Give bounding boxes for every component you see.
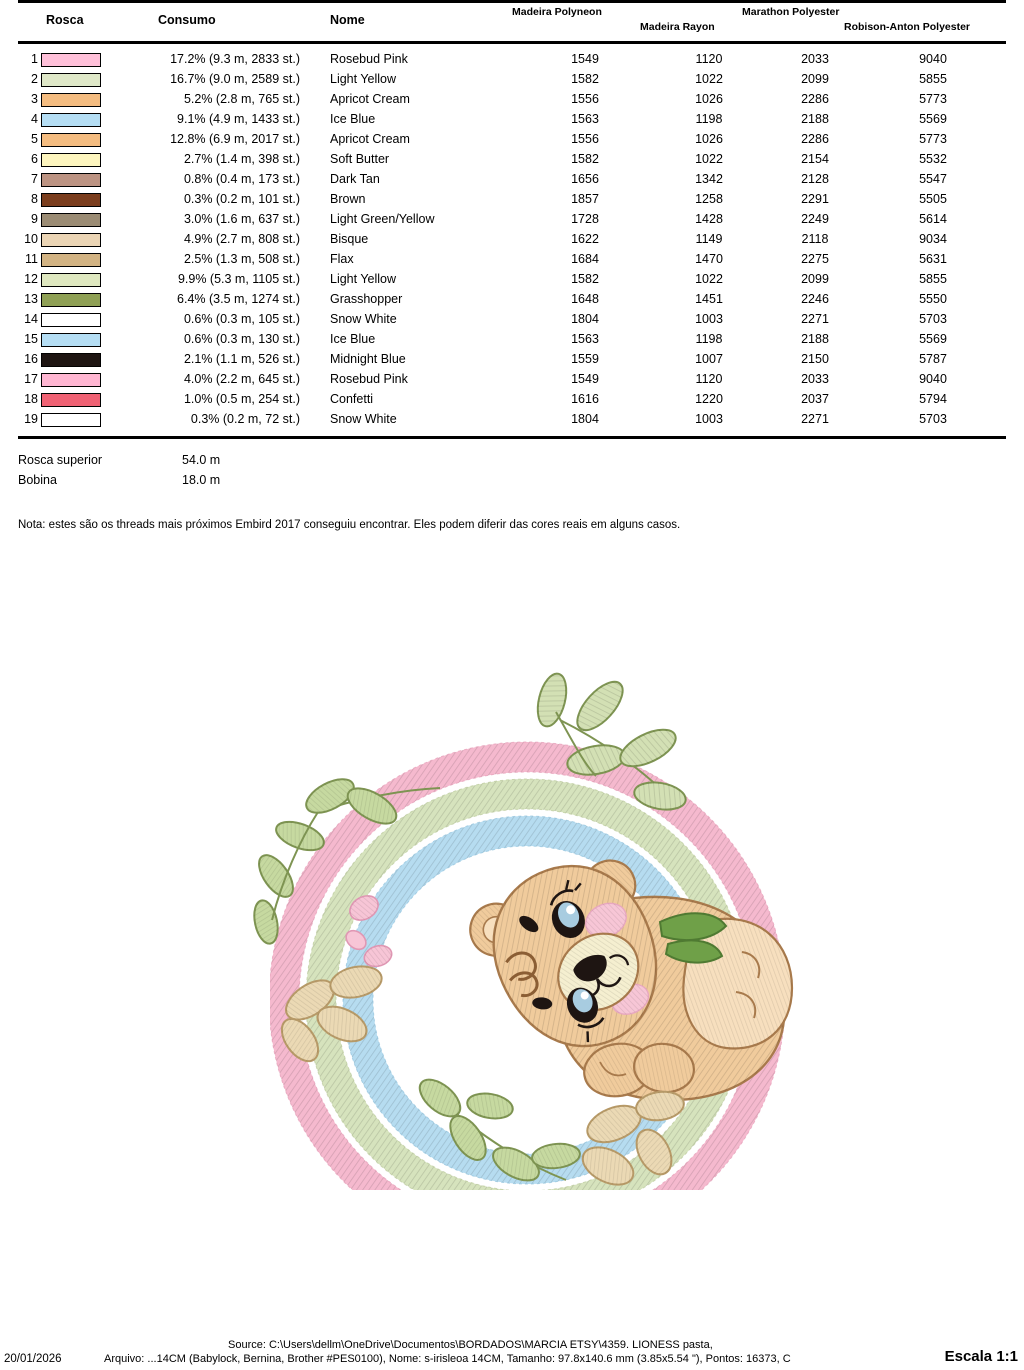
thread-table-body [18,44,1006,430]
code-madeira-polyneon: 1563 [571,332,599,346]
thread-index: 11 [25,252,38,266]
code-marathon-polyester: 2118 [801,232,829,246]
thread-index: 19 [24,412,38,426]
thread-index: 2 [31,72,38,86]
thread-consumption: 0.3% (0.2 m, 101 st.) [183,192,300,206]
color-swatch [41,253,103,267]
thread-name: Light Green/Yellow [330,212,435,226]
thread-name: Light Yellow [330,272,397,286]
bobbin-label: Bobina [18,473,57,487]
thread-consumption: 4.9% (2.7 m, 808 st.) [183,232,300,246]
color-swatch [41,173,103,187]
column-header-robison-anton-polyester: Robison-Anton Polyester [844,21,971,33]
code-madeira-rayon: 1026 [695,92,723,106]
footer-source-path: Source: C:\Users\dellm\OneDrive\Documentos\BORDADOS\MARCIA ETSY\4359. LIONESS pasta, [228,1339,713,1351]
thread-consumption: 0.3% (0.2 m, 72 st.) [190,412,300,426]
color-swatch [41,193,103,207]
code-madeira-rayon: 1428 [695,212,723,226]
code-robison-anton-polyester: 5773 [919,92,947,106]
code-robison-anton-polyester: 5703 [919,312,947,326]
code-madeira-polyneon: 1684 [571,252,599,266]
thread-index: 5 [31,132,38,146]
code-robison-anton-polyester: 5794 [919,392,947,406]
code-madeira-polyneon: 1582 [571,72,599,86]
column-header-madeira-polyneon: Madeira Polyneon [512,6,602,18]
code-madeira-rayon: 1003 [695,312,723,326]
color-swatch [41,153,103,167]
embroidery-design-preview [0,600,1024,1280]
code-madeira-rayon: 1003 [695,412,723,426]
code-marathon-polyester: 2286 [801,92,829,106]
code-robison-anton-polyester: 5855 [919,272,947,286]
thread-chart-sheet [0,0,1024,531]
table-row [18,110,1006,130]
thread-name: Rosebud Pink [330,52,408,66]
color-swatch [41,313,103,327]
column-header-rosca: Rosca [46,13,84,27]
table-row [18,130,1006,150]
code-marathon-polyester: 2150 [801,352,829,366]
color-swatch [41,113,103,127]
thread-consumption: 17.2% (9.3 m, 2833 st.) [170,52,300,66]
table-row [18,410,1006,430]
code-robison-anton-polyester: 9040 [919,52,947,66]
code-robison-anton-polyester: 5569 [919,112,947,126]
code-marathon-polyester: 2099 [801,72,829,86]
table-row [18,310,1006,330]
thread-name: Brown [330,192,366,206]
code-robison-anton-polyester: 5532 [919,152,947,166]
color-swatch [41,393,103,407]
design-svg [0,600,1024,1280]
thread-name: Dark Tan [330,172,380,186]
code-robison-anton-polyester: 5550 [919,292,947,306]
upper-thread-label: Rosca superior [18,453,103,467]
thread-consumption: 6.4% (3.5 m, 1274 st.) [177,292,300,306]
table-header-row [18,3,1006,41]
thread-name: Apricot Cream [330,92,410,106]
thread-index: 6 [31,152,38,166]
color-swatch [41,333,103,347]
code-madeira-polyneon: 1549 [571,52,599,66]
thread-index: 3 [31,92,38,106]
code-madeira-rayon: 1342 [695,172,723,186]
thread-name: Bisque [330,232,369,246]
code-madeira-polyneon: 1857 [571,192,599,206]
code-madeira-rayon: 1120 [695,52,723,66]
table-row [18,390,1006,410]
code-marathon-polyester: 2033 [801,372,829,386]
code-madeira-rayon: 1149 [695,232,723,246]
color-swatch [41,233,103,247]
code-robison-anton-polyester: 5855 [919,72,947,86]
table-row [18,370,1006,390]
code-madeira-polyneon: 1804 [571,312,599,326]
thread-name: Midnight Blue [330,352,406,366]
thread-index: 17 [24,372,38,386]
thread-index: 12 [24,272,38,286]
code-madeira-rayon: 1007 [695,352,723,366]
column-header-nome: Nome [330,13,365,27]
code-madeira-polyneon: 1559 [571,352,599,366]
code-robison-anton-polyester: 9034 [919,232,947,246]
table-row [18,90,1006,110]
footer-scale-label: Escala 1:1 [944,1348,1018,1365]
summary-row-upper-thread [18,453,1006,473]
code-robison-anton-polyester: 5505 [919,192,947,206]
code-marathon-polyester: 2099 [801,272,829,286]
table-row [18,190,1006,210]
table-bottom-rule [18,436,1006,439]
code-robison-anton-polyester: 5614 [919,212,947,226]
table-row [18,250,1006,270]
code-marathon-polyester: 2188 [801,332,829,346]
thread-index: 4 [31,112,38,126]
thread-consumption: 3.0% (1.6 m, 637 st.) [183,212,300,226]
code-madeira-rayon: 1198 [695,112,723,126]
thread-name: Apricot Cream [330,132,410,146]
color-swatch [41,293,103,307]
thread-index: 18 [24,392,38,406]
color-match-note: Nota: estes são os threads mais próximos Embird 2017 conseguiu encontrar. Eles podem diferir das cores reais em alguns casos. [18,519,681,531]
thread-index: 15 [24,332,38,346]
thread-index: 13 [24,292,38,306]
color-swatch [41,273,103,287]
thread-consumption: 16.7% (9.0 m, 2589 st.) [170,72,300,86]
code-madeira-polyneon: 1804 [571,412,599,426]
thread-name: Flax [330,252,354,266]
color-swatch [41,53,103,67]
thread-summary [18,453,1006,493]
code-madeira-polyneon: 1622 [571,232,599,246]
thread-name: Light Yellow [330,72,397,86]
code-robison-anton-polyester: 9040 [919,372,947,386]
code-marathon-polyester: 2128 [801,172,829,186]
table-row [18,210,1006,230]
thread-name: Snow White [330,412,397,426]
code-marathon-polyester: 2246 [801,292,829,306]
table-row [18,330,1006,350]
color-swatch [41,413,103,427]
table-row [18,290,1006,310]
table-row [18,270,1006,290]
code-marathon-polyester: 2286 [801,132,829,146]
code-marathon-polyester: 2291 [801,192,829,206]
thread-consumption: 4.0% (2.2 m, 645 st.) [183,372,300,386]
table-row [18,230,1006,250]
thread-consumption: 0.8% (0.4 m, 173 st.) [183,172,300,186]
summary-row-bobbin [18,473,1006,493]
thread-index: 1 [31,52,38,66]
code-madeira-rayon: 1026 [695,132,723,146]
code-robison-anton-polyester: 5569 [919,332,947,346]
column-header-madeira-rayon: Madeira Rayon [640,21,715,33]
code-madeira-rayon: 1022 [695,152,723,166]
thread-name: Soft Butter [330,152,390,166]
footer-file-info: Arquivo: ...14CM (Babylock, Bernina, Brother #PES0100), Nome: s-irisleoa 14CM, Tamanho: 97.8x140.6 mm (3.85x5.54 "), Pontos: 16373, C [104,1353,791,1365]
thread-consumption: 0.6% (0.3 m, 105 st.) [183,312,300,326]
code-marathon-polyester: 2249 [801,212,829,226]
code-robison-anton-polyester: 5773 [919,132,947,146]
code-robison-anton-polyester: 5631 [919,252,947,266]
code-madeira-rayon: 1451 [695,292,723,306]
bobbin-value: 18.0 m [182,473,221,487]
code-madeira-polyneon: 1556 [571,92,599,106]
column-header-consumo: Consumo [158,13,216,27]
code-madeira-rayon: 1258 [695,192,723,206]
code-robison-anton-polyester: 5547 [919,172,947,186]
code-madeira-rayon: 1470 [695,252,723,266]
thread-index: 8 [31,192,38,206]
thread-consumption: 1.0% (0.5 m, 254 st.) [183,392,300,406]
code-madeira-rayon: 1198 [695,332,723,346]
page-footer [0,1334,1024,1368]
code-robison-anton-polyester: 5787 [919,352,947,366]
code-madeira-polyneon: 1556 [571,132,599,146]
thread-name: Ice Blue [330,332,376,346]
thread-name: Confetti [330,392,374,406]
table-row [18,150,1006,170]
code-madeira-rayon: 1220 [695,392,723,406]
code-madeira-polyneon: 1728 [571,212,599,226]
thread-consumption: 2.7% (1.4 m, 398 st.) [183,152,300,166]
thread-index: 14 [24,312,38,326]
color-swatch [41,73,103,87]
thread-consumption: 2.5% (1.3 m, 508 st.) [183,252,300,266]
code-madeira-polyneon: 1563 [571,112,599,126]
thread-index: 9 [31,212,38,226]
upper-thread-value: 54.0 m [182,453,221,467]
code-madeira-rayon: 1022 [695,272,723,286]
color-swatch [41,373,103,387]
code-madeira-polyneon: 1582 [571,152,599,166]
color-swatch [41,353,103,367]
code-marathon-polyester: 2271 [801,312,829,326]
code-madeira-polyneon: 1656 [571,172,599,186]
thread-name: Grasshopper [330,292,403,306]
table-row [18,170,1006,190]
code-marathon-polyester: 2033 [801,52,829,66]
thread-consumption: 12.8% (6.9 m, 2017 st.) [170,132,300,146]
code-madeira-polyneon: 1582 [571,272,599,286]
thread-name: Ice Blue [330,112,376,126]
code-madeira-rayon: 1022 [695,72,723,86]
code-marathon-polyester: 2275 [801,252,829,266]
code-madeira-rayon: 1120 [695,372,723,386]
table-row [18,50,1006,70]
thread-index: 7 [31,172,38,186]
code-marathon-polyester: 2271 [801,412,829,426]
code-marathon-polyester: 2154 [801,152,829,166]
thread-consumption: 5.2% (2.8 m, 765 st.) [183,92,300,106]
thread-consumption: 9.1% (4.9 m, 1433 st.) [177,112,300,126]
color-swatch [41,133,103,147]
thread-name: Snow White [330,312,397,326]
code-marathon-polyester: 2037 [801,392,829,406]
thread-index: 16 [24,352,38,366]
code-madeira-polyneon: 1648 [571,292,599,306]
color-swatch [41,93,103,107]
thread-name: Rosebud Pink [330,372,408,386]
code-robison-anton-polyester: 5703 [919,412,947,426]
color-swatch [41,213,103,227]
code-madeira-polyneon: 1549 [571,372,599,386]
thread-consumption: 2.1% (1.1 m, 526 st.) [183,352,300,366]
table-row [18,350,1006,370]
table-row [18,70,1006,90]
footer-date: 20/01/2026 [4,1353,62,1365]
column-header-marathon-polyester: Marathon Polyester [742,6,840,18]
thread-index: 10 [24,232,38,246]
code-marathon-polyester: 2188 [801,112,829,126]
code-madeira-polyneon: 1616 [571,392,599,406]
thread-consumption: 9.9% (5.3 m, 1105 st.) [177,272,300,286]
thread-consumption: 0.6% (0.3 m, 130 st.) [183,332,300,346]
